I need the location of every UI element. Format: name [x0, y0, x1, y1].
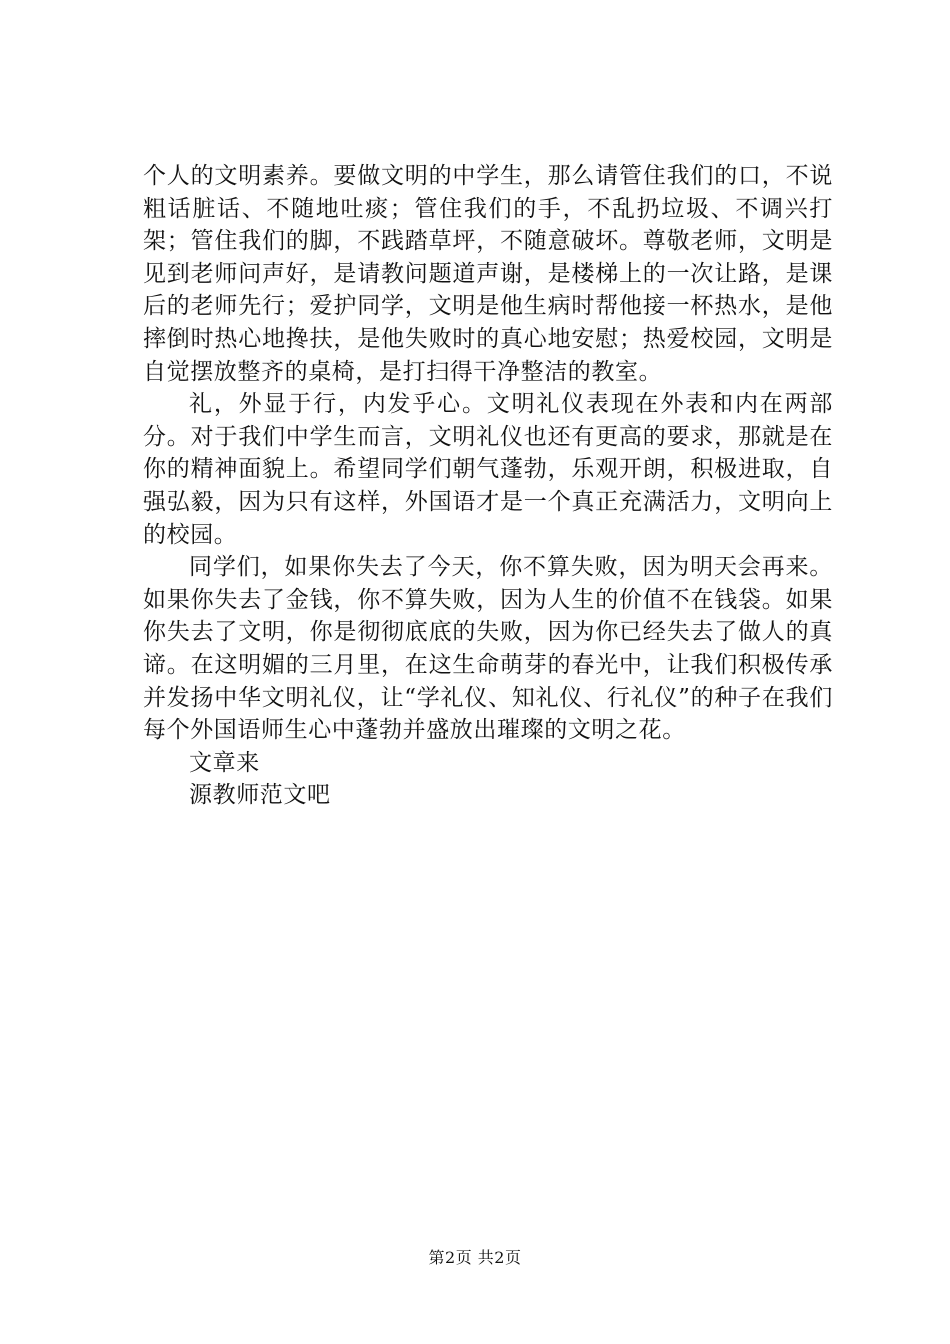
document-body	[143, 160, 833, 812]
source-line-1: 文章来	[189, 749, 260, 776]
paragraph-continuation: 个人的文明素养。要做文明的中学生，那么请管住我们的口，不说粗话脏话、不随地吐痰；管住我们的手，不乱扔垃圾、不调兴打架；管住我们的脚，不践踏草坪，不随意破坏。尊敬老师，文明是见到老师问声好，是请教问题道声谢，是楼梯上的一次让路，是课后的老师先行；爱护同学，文明是他生病时帮他接一杯热水，是他摔倒时热心地搀扶，是他失败时的真心地安慰；热爱校园，文明是自觉摆放整齐的桌椅，是打扫得干净整洁的教室。	[143, 163, 833, 385]
paragraph-closing: 同学们，如果你失去了今天，你不算失败，因为明天会再来。如果你失去了金钱，你不算失败，因为人生的价值不在钱袋。如果你失去了文明，你是彻彻底底的失败，因为你已经失去了做人的真谛。在这明媚的三月里，在这生命萌芽的春光中，让我们积极传承并发扬中华文明礼仪，让“学礼仪、知礼仪、行礼仪”的种子在我们每个外国语师生心中蓬勃并盛放出璀璨的文明之花。	[143, 554, 833, 744]
paragraph-etiquette: 礼，外显于行，内发乎心。文明礼仪表现在外表和内在两部分。对于我们中学生而言，文明礼仪也还有更高的要求，那就是在你的精神面貌上。希望同学们朝气蓬勃，乐观开朗，积极进取，自强弘毅，因为只有这样，外国语才是一个真正充满活力，文明向上的校园。	[143, 391, 833, 548]
page-number: 第2页 共2页	[428, 1248, 522, 1267]
source-line-2: 源教师范文吧	[189, 782, 331, 809]
